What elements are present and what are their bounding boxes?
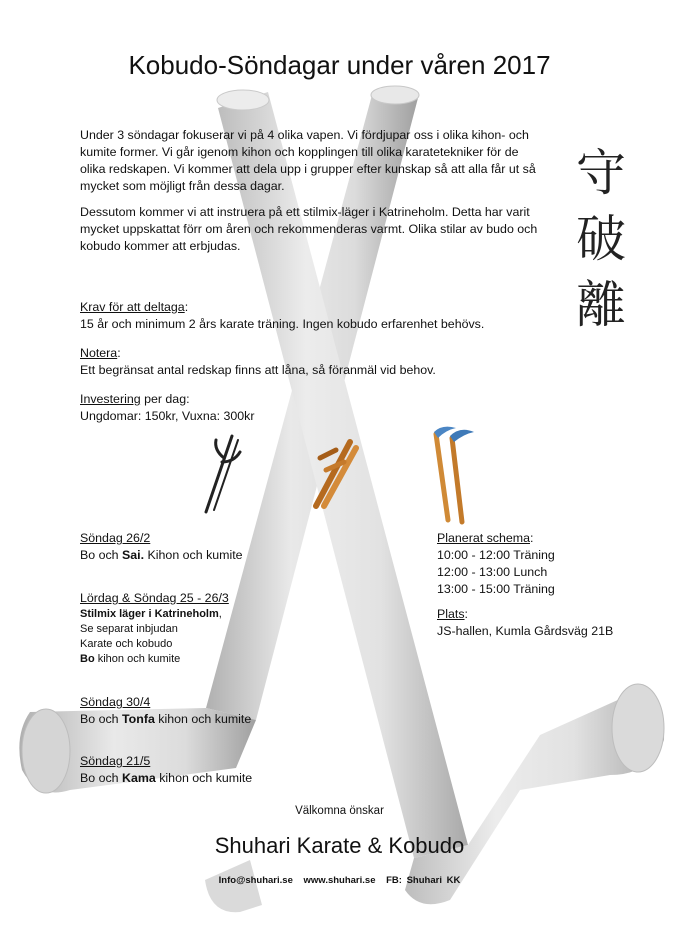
intro-paragraph-1: Under 3 söndagar fokuserar vi på 4 olika vapen. Vi fördjupar oss i olika kihon- och kumite former. Vi går igenom kihon och kopplingen till olika karatetekniker för de olika redskapen. Vi kommer att dela upp i grupper efter kunskap så att alla får ut så mycket som möjligt från dessa dagar. xyxy=(80,128,536,193)
intro-paragraph-2: Dessutom kommer vi att instruera på ett stilmix-läger i Katrineholm. Detta har varit mycket uppskattat förr om åren och rekommenderas varmt. Olika stilar av budo och kobudo kommer att erbjudas. xyxy=(80,205,538,253)
kama-icon xyxy=(428,424,478,526)
session-2-line1: Stilmix läger i Katrineholm xyxy=(80,608,219,620)
place-section: Plats: JS-hallen, Kumla Gårdsväg 21B xyxy=(437,606,657,640)
session-3-pre: Bo och xyxy=(80,712,123,726)
session-2-date: Lördag & Söndag 25 - 26/3 xyxy=(80,591,229,605)
kanji-ri: 離 xyxy=(576,276,626,334)
contact-line xyxy=(0,875,679,886)
session-1 xyxy=(80,530,320,564)
schedule-item: 10:00 - 12:00 Träning xyxy=(437,548,555,562)
session-3-date: Söndag 30/4 xyxy=(80,695,151,709)
session-4-pre: Bo och xyxy=(80,771,123,785)
session-1-date: Söndag 26/2 xyxy=(80,531,151,545)
requirements-text: 15 år och minimum 2 års karate träning. Ingen kobudo erfarenhet behövs. xyxy=(80,317,485,331)
organization-name: Shuhari Karate & Kobudo xyxy=(214,833,465,858)
session-1-pre: Bo och xyxy=(80,548,123,562)
session-4-weapon: Kama xyxy=(122,771,156,785)
place-heading: Plats xyxy=(437,607,465,621)
schedule-item: 13:00 - 15:00 Träning xyxy=(437,582,555,596)
notes-heading: Notera xyxy=(80,346,118,360)
session-3-weapon: Tonfa xyxy=(122,712,155,726)
requirements-heading: Krav för att deltaga xyxy=(80,300,185,314)
session-2-line1-suffix: , xyxy=(218,608,222,620)
welcome-text: Välkomna önskar xyxy=(295,805,384,817)
contact-email[interactable]: Info@shuhari.se xyxy=(218,875,293,886)
intro-text xyxy=(80,127,540,264)
investment-text: Ungdomar: 150kr, Vuxna: 300kr xyxy=(80,409,255,423)
contact-fb[interactable]: FB: Shuhari KK xyxy=(386,875,461,886)
kanji-ha: 破 xyxy=(576,210,626,268)
session-3 xyxy=(80,694,320,728)
investment-heading-suffix: per dag: xyxy=(140,392,190,406)
shuhari-kanji xyxy=(566,140,636,338)
session-4-post: kihon och kumite xyxy=(155,771,253,785)
session-2-line3: Karate och kobudo xyxy=(80,638,173,650)
tonfa-icon xyxy=(306,436,362,510)
session-2-line4-rest: kihon och kumite xyxy=(94,653,181,665)
schedule-heading: Planerat schema xyxy=(437,531,530,545)
session-2-line4-bold: Bo xyxy=(80,653,95,665)
sai-icon xyxy=(198,432,246,516)
place-text: JS-hallen, Kumla Gårdsväg 21B xyxy=(437,624,614,638)
session-3-post: kihon och kumite xyxy=(154,712,252,726)
schedule-item: 12:00 - 13:00 Lunch xyxy=(437,565,548,579)
session-1-weapon: Sai. xyxy=(122,548,145,562)
kanji-shu: 守 xyxy=(576,144,626,202)
investment-heading: Investering xyxy=(80,392,141,406)
session-2 xyxy=(80,590,320,667)
notes-section: Notera: Ett begränsat antal redskap finns att låna, så föranmäl vid behov. xyxy=(80,345,550,379)
requirements-section: Krav för att deltaga: 15 år och minimum 2 års karate träning. Ingen kobudo erfarenhet behövs. xyxy=(80,299,550,333)
notes-text: Ett begränsat antal redskap finns att låna, så föranmäl vid behov. xyxy=(80,363,436,377)
session-4 xyxy=(80,753,320,787)
contact-web[interactable]: www.shuhari.se xyxy=(303,875,376,886)
session-1-post: Kihon och kumite xyxy=(144,548,243,562)
investment-section xyxy=(80,391,550,425)
session-4-date: Söndag 21/5 xyxy=(80,754,151,768)
page-title: Kobudo-Söndagar under våren 2017 xyxy=(128,50,551,80)
session-2-line2: Se separat inbjudan xyxy=(80,623,178,635)
schedule-section: Planerat schema: 10:00 - 12:00 Träning 12:00 - 13:00 Lunch 13:00 - 15:00 Träning xyxy=(437,530,657,598)
